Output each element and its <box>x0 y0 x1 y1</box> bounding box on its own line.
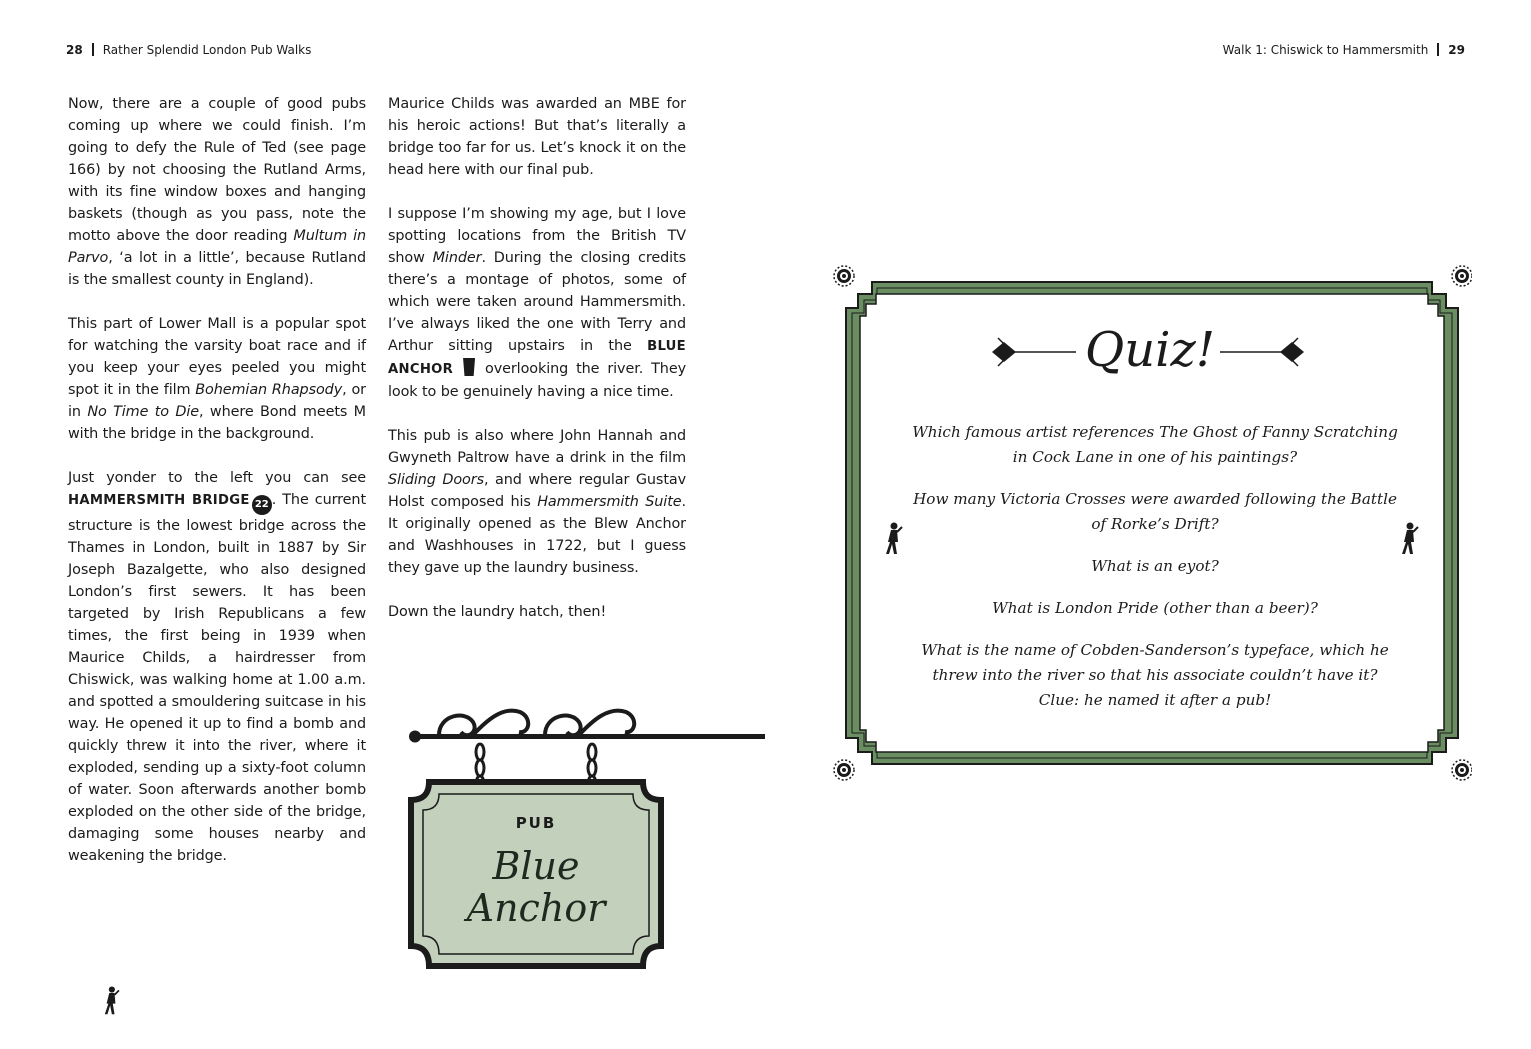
walk-title: Walk 1: Chiswick to Hammersmith <box>1222 43 1429 57</box>
text: Now, there are a couple of good pubs coming up where we could finish. I’m going to defy the Rule of Ted (see page 166) by not choosing the Rutland Arms, with its fine window boxes and hanging baskets (though as you pass, note the motto above the door reading <box>68 96 366 244</box>
paragraph: Down the laundry hatch, then! <box>388 604 607 620</box>
map-number-badge: 22 <box>252 495 272 515</box>
text: This part of Lower Mall is a popular spot for watching the varsity boat race and if you keep your eyes peeled you might spot it in the film <box>68 316 366 398</box>
film-title: Bohemian Rhapsody <box>195 382 343 398</box>
text: This pub is also where John Hannah and Gwyneth Paltrow have a drink in the film <box>388 428 686 466</box>
text: , or in <box>68 382 366 420</box>
quiz-question: Which famous artist references The Ghost of Fanny Scratching in Cock Lane in one of his paintings? <box>912 423 1398 466</box>
paragraph <box>388 425 686 579</box>
right-running-header <box>1223 42 1465 58</box>
text: , and where regular Gustav Holst composed his <box>388 472 687 510</box>
paragraph: Maurice Childs was awarded an MBE for his heroic actions! But that’s literally a bridge too far for us. Let’s knock it on the head here with our final pub. <box>388 96 686 178</box>
show-title: Minder <box>432 250 482 266</box>
text: , where Bond meets M with the bridge in the background. <box>68 404 366 442</box>
paragraph <box>388 203 686 403</box>
text: . During the closing credits there’s a montage of photos, some of which were taken around Hammersmith. I’ve always liked the one with Terry and Arthur sitting upstairs in the <box>388 250 686 354</box>
text: , ‘a lot in a little’, because Rutland is the smallest county in England). <box>68 250 366 288</box>
quiz-title: Quiz! <box>1084 322 1216 378</box>
quiz-question: What is an eyot? <box>1091 557 1219 575</box>
sign-name-line: Anchor <box>466 886 606 930</box>
quiz-question: How many Victoria Crosses were awarded following the Battle of Rorke’s Drift? <box>913 490 1397 533</box>
walking-man-icon <box>100 986 122 1016</box>
header-divider <box>1437 43 1439 56</box>
music-title: Hammersmith Suite <box>537 494 682 510</box>
left-running-header <box>66 42 311 58</box>
quiz-question: What is the name of Cobden-Sanderson’s typeface, which he threw into the river so that his associate couldn’t have it? Clue: he named it after a pub! <box>921 641 1389 709</box>
text-column-left <box>68 93 366 889</box>
paragraph <box>68 313 366 445</box>
paragraph <box>68 93 366 291</box>
quiz-questions <box>910 420 1400 730</box>
scroll-ornament <box>439 711 634 736</box>
walking-man-icon <box>1398 522 1420 556</box>
film-title: No Time to Die <box>87 404 200 420</box>
sign-name-line: Blue <box>492 844 580 888</box>
text: . The current structure is the lowest bridge across the Thames in London, built in 1887 by Sir Joseph Bazalgette, who also designed London’s first sewers. It has been targeted by Irish Republicans a few times, the first being in 1939 when Maurice Childs, a hairdresser from Chiswick, was walking home at 1.00 a.m. and spotted a smouldering suitcase in his way. He opened it up to find a bomb and quickly threw it into the river, where it exploded, sending up a sixty-foot column of water. Soon afterwards another bomb exploded on the other side of the bridge, damaging some houses nearby and weakening the bridge. <box>68 492 366 864</box>
walking-man-icon <box>882 522 904 556</box>
right-page-number: 29 <box>1448 43 1465 57</box>
paragraph <box>68 467 366 867</box>
sign-pub-name <box>410 845 662 929</box>
motto-text: Multum in Parvo <box>68 228 366 266</box>
sign-bracket-rod <box>413 734 765 739</box>
landmark-name: HAMMERSMITH BRIDGE <box>68 493 250 508</box>
text: . It originally opened as the Blew Anchor and Washhouses in 1722, but I guess they gave up the laundry business. <box>388 494 686 576</box>
left-page-number: 28 <box>66 43 83 57</box>
pub-sign-illustration <box>395 690 770 980</box>
sign-label: PUB <box>515 814 557 832</box>
text: overlooking the river. They look to be genuinely having a nice time. <box>388 361 686 400</box>
text: Just yonder to the left you can see <box>68 470 366 486</box>
text-column-right <box>388 93 686 645</box>
text: I suppose I’m showing my age, but I love spotting locations from the British TV show <box>388 206 686 266</box>
rod-end-knob <box>409 731 421 743</box>
quiz-question: What is London Pride (other than a beer)? <box>992 599 1318 617</box>
pint-glass-icon <box>463 358 475 376</box>
film-title: Sliding Doors <box>388 472 484 488</box>
book-title: Rather Splendid London Pub Walks <box>102 43 312 57</box>
header-divider <box>92 43 94 56</box>
pub-name: BLUE ANCHOR <box>388 339 686 377</box>
